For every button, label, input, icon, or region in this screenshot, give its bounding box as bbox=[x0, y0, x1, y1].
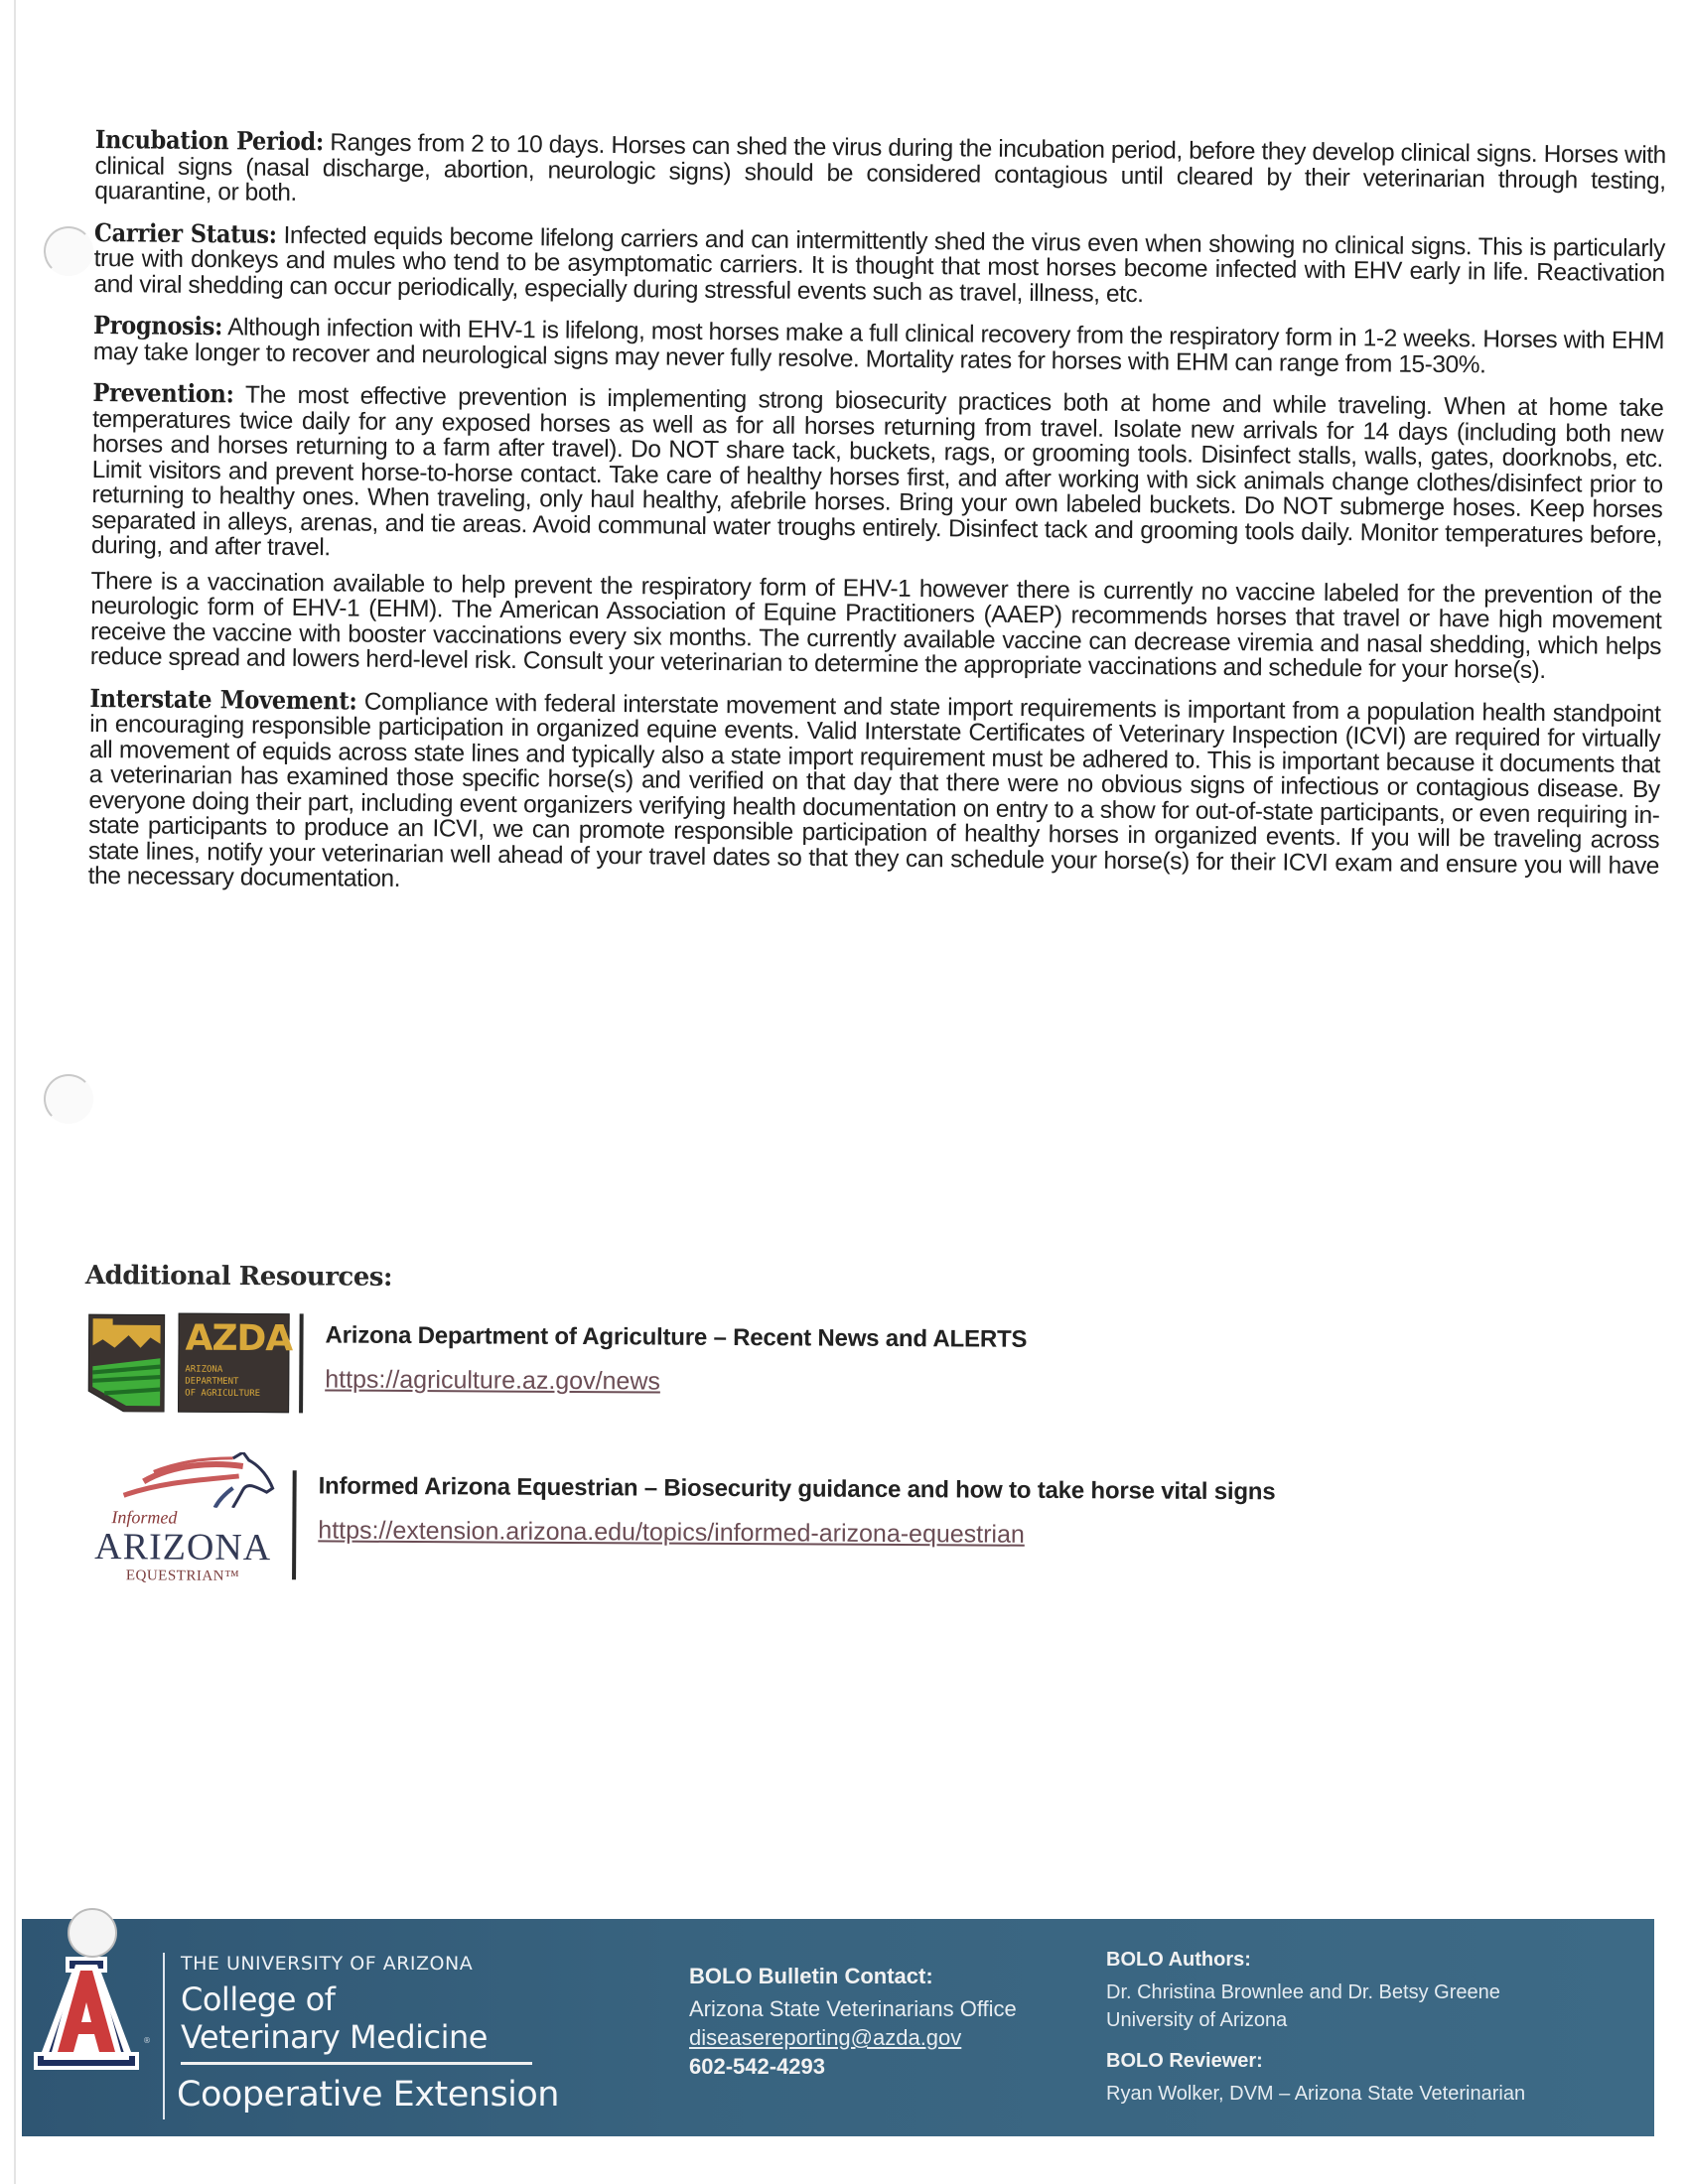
section-heading: Carrier Status: bbox=[93, 217, 277, 249]
bolo-contact bbox=[689, 1963, 1066, 2081]
section-text: The most effective prevention is implementing strong biosecurity practices both at home and while traveling. When at home take temperatures twice daily for any exposed horses as well as for all horses returning from travel. Isolate new arrivals for 14 days (including both new horses and horses returning to a farm after travel). Do NOT share tack, buckets, rags, or grooming tools. Disinfect stalls, walls, gates, doorknobs, etc. Limit visitors and prevent horse-to-horse contact. Take care of healthy horses first, and after working with sick animals change clothes/disinfect prior to returning to healthy ones. When traveling, only haul healthy, afebrile horses. Bring your own labeled buckets. Do NOT submerge hoses. Keep horses separated in alleys, arenas, and tie areas. Avoid communal water troughs entirely. Disinfect tack and grooming tools daily. Monitor temperatures before, during, and after travel. bbox=[90, 381, 1664, 562]
azda-wordmark-text: AZDA bbox=[185, 1317, 293, 1360]
university-of-arizona-block-a-icon bbox=[32, 1949, 141, 2078]
section-vaccination bbox=[90, 568, 1662, 684]
trademark-mark: ® bbox=[143, 2036, 151, 2045]
resource-info bbox=[325, 1313, 1027, 1398]
divider bbox=[181, 2062, 532, 2065]
section-heading: Prevention: bbox=[92, 377, 234, 409]
section-carrier-status bbox=[93, 219, 1665, 312]
arizona-map-icon bbox=[84, 1312, 171, 1413]
resource-name: Arizona Department of Agriculture – Recent News and ALERTS bbox=[325, 1321, 1028, 1353]
section-prevention bbox=[90, 377, 1664, 574]
azda-wordmark bbox=[178, 1313, 293, 1414]
section-interstate-movement bbox=[88, 685, 1661, 903]
cooperative-extension: Cooperative Extension bbox=[177, 2075, 559, 2115]
section-text: Compliance with federal interstate movement and state import requirements is important from a population health standpoint in encouraging responsible participation in organized equine events. Valid Interstate Certificates of Veterinary Inspection (ICVI) are required for virtually all movement of equids across state lines and typically also a state import requirement must be adhered to. This is important because it documents that a veterinarian has examined those specific horse(s) and verified on that day that there were no obvious signs of infectious or contagious disease. By everyone doing their part, including event organizers verifying health documentation on entry to a show for out-of-state participants, or even requiring in-state participants to produce an ICVI, we can promote responsible participation of healthy horses in organized events. If you will be traveling across state lines, notify your veterinarian well ahead of your travel dates so that they can schedule your horse(s) for their ICVI exam and ensure you will have the necessary documentation. bbox=[87, 688, 1661, 892]
logo-equestrian-text: EQUESTRIAN™ bbox=[125, 1568, 240, 1584]
divider bbox=[299, 1313, 304, 1413]
azda-subtitle-line: OF AGRICULTURE bbox=[185, 1388, 261, 1400]
resource-info bbox=[318, 1452, 1275, 1551]
section-heading: Prognosis: bbox=[92, 310, 223, 341]
authors-affiliation: University of Arizona bbox=[1106, 2009, 1288, 2031]
contact-phone: 602-542-4293 bbox=[689, 2054, 826, 2079]
resource-link-azda[interactable]: https://agriculture.az.gov/news bbox=[325, 1365, 661, 1396]
resource-name: Informed Arizona Equestrian – Biosecurity guidance and how to take horse vital signs bbox=[318, 1472, 1276, 1506]
logo-arizona-text: ARIZONA bbox=[94, 1526, 272, 1570]
reviewer-heading: BOLO Reviewer: bbox=[1106, 2050, 1263, 2072]
authors-names: Dr. Christina Brownlee and Dr. Betsy Greene bbox=[1106, 1981, 1500, 2003]
resource-item bbox=[83, 1451, 1475, 1593]
azda-logo bbox=[84, 1312, 293, 1413]
document-body bbox=[87, 127, 1665, 920]
resource-item bbox=[84, 1312, 1476, 1421]
section-incubation-period bbox=[94, 127, 1666, 219]
azda-subtitle-line: ARIZONA bbox=[185, 1364, 223, 1375]
section-text: There is a vaccination available to help prevent the respiratory form of EHV-1 however there is currently no vaccine labeled for the prevention of the neurologic form of EHV-1 (EHM). The American Association of Equine Practitioners (AAEP) recommends horses that travel or have high movement receive the vaccine with booster vaccinations every six months. The currently available vaccine can decrease viremia and nasal shedding, which helps reduce spread and lowers herd-level risk. Consult your veterinarian to determine the appropriate vaccinations and schedule for your horse(s). bbox=[89, 567, 1662, 685]
section-heading: Interstate Movement: bbox=[89, 683, 357, 716]
authors-heading: BOLO Authors: bbox=[1106, 1949, 1251, 1971]
section-text: Infected equids become lifelong carriers and can intermittently shed the virus even when showing no clinical signs. This is particularly true with donkeys and mules who tend to be asymptomatic carriers. It is thought that most horses become infected with EHV early in life. Reactivation and viral shedding can occur periodically, especially during stressful events such as travel, illness, etc. bbox=[93, 221, 1666, 308]
informed-arizona-equestrian-logo bbox=[83, 1451, 283, 1585]
bolo-authors bbox=[1106, 1947, 1642, 2108]
punch-hole bbox=[44, 1074, 93, 1124]
contact-heading: BOLO Bulletin Contact: bbox=[689, 1964, 933, 1988]
college-name-line: Veterinary Medicine bbox=[181, 2018, 488, 2056]
contact-email-link[interactable]: diseasereporting@azda.gov bbox=[689, 2025, 962, 2050]
additional-resources bbox=[83, 1261, 1476, 1633]
logo-informed-text: Informed bbox=[111, 1507, 178, 1528]
university-name: THE UNIVERSITY OF ARIZONA bbox=[181, 1953, 474, 1975]
section-heading: Incubation Period: bbox=[94, 125, 325, 157]
resources-title: Additional Resources: bbox=[84, 1261, 393, 1293]
contact-office: Arizona State Veterinarians Office bbox=[689, 1996, 1017, 2021]
college-name bbox=[181, 1980, 488, 2056]
college-name-line: College of bbox=[181, 1980, 336, 2018]
reviewer-name: Ryan Wolker, DVM – Arizona State Veterinarian bbox=[1106, 2083, 1526, 2105]
section-prognosis bbox=[92, 310, 1665, 379]
horse-head-icon bbox=[83, 1451, 282, 1508]
section-text: Ranges from 2 to 10 days. Horses can shed the virus during the incubation period, before they develop clinical signs. Horses with clinical signs (nasal discharge, abortion, neurologic signs) should be considered contagious until cleared by their veterinarian through testing, quarantine, or both. bbox=[94, 129, 1666, 206]
page-edge bbox=[14, 0, 16, 2184]
punch-hole bbox=[68, 1908, 117, 1958]
resource-link-informed-arizona-equestrian[interactable]: https://extension.arizona.edu/topics/informed-arizona-equestrian bbox=[318, 1516, 1025, 1549]
divider bbox=[292, 1470, 297, 1579]
azda-subtitle-line: DEPARTMENT bbox=[185, 1376, 239, 1387]
divider bbox=[163, 1953, 165, 2119]
footer-band bbox=[22, 1919, 1654, 2136]
punch-hole bbox=[44, 226, 93, 276]
section-text: Although infection with EHV-1 is lifelong, most horses make a full clinical recovery from the respiratory form in 1-2 weeks. Horses with EHM may take longer to recover and neurological signs may never fully resolve. Mortality rates for horses with EHM can range from 15-30%. bbox=[92, 314, 1665, 378]
